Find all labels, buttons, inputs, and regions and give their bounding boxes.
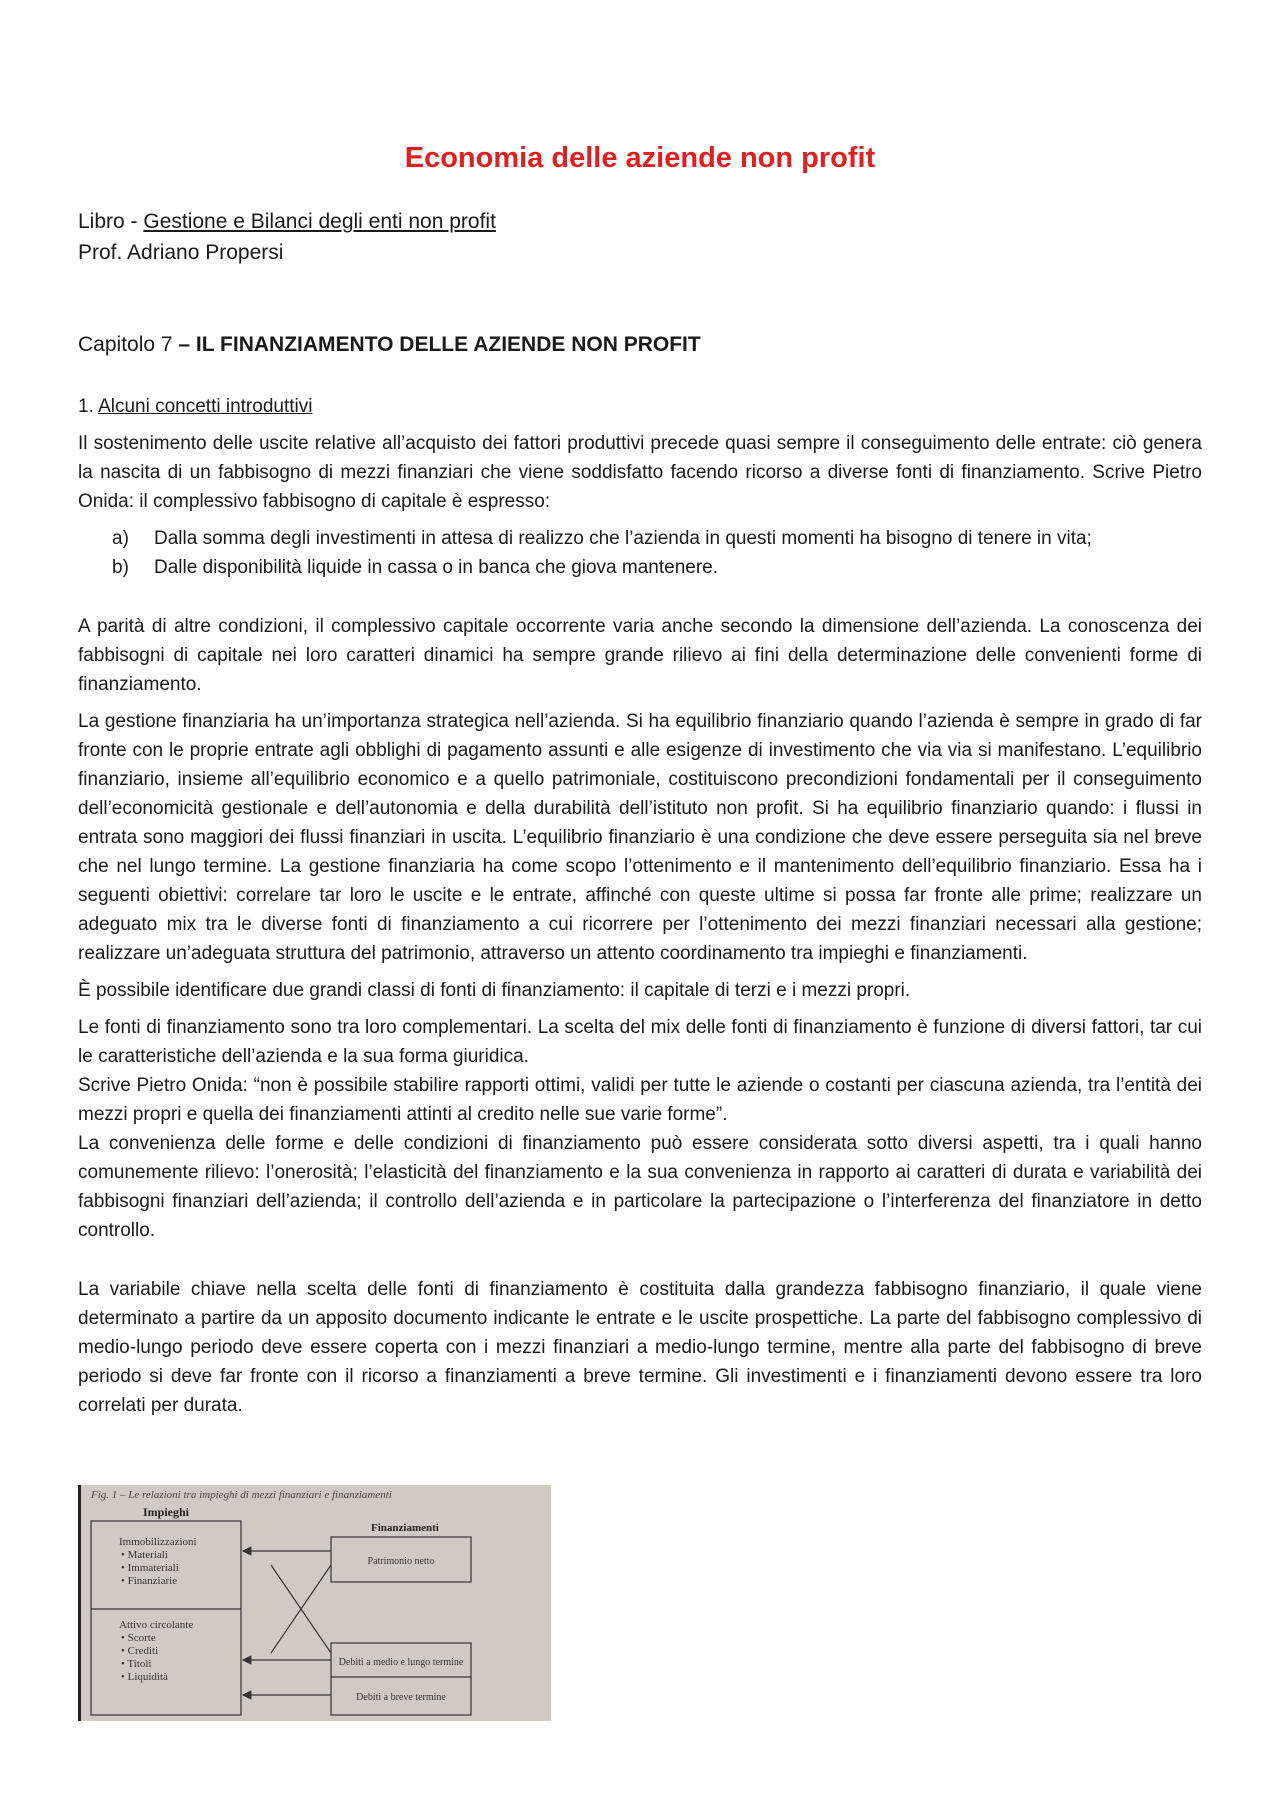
list-marker: a) bbox=[112, 528, 129, 549]
finanziamenti-header: Finanziamenti bbox=[371, 1522, 439, 1534]
immobilizzazioni-item: • Finanziarie bbox=[121, 1575, 178, 1587]
list-text: Dalle disponibilità liquide in cassa o in banca che giova mantenere. bbox=[154, 557, 719, 578]
attivo-item: • Liquidità bbox=[121, 1671, 168, 1683]
impieghi-header: Impieghi bbox=[143, 1505, 190, 1519]
paragraph-text: La convenienza delle forme e delle condizioni di finanziamento può essere considerata sotto diversi aspetti, tra i quali hanno comunemente rilievo: l’onerosità; l’elasticità del finanziamento e la sua convenienza in rapporto ai caratteri di durata e variabilità dei fabbisogni finanziari dell’azienda; il controllo dell’azienda e in particolare la partecipazione o l’interferenza del finanziatore in detto controllo. bbox=[78, 1133, 1202, 1241]
financing-diagram bbox=[78, 1485, 551, 1721]
paragraph-text: Scrive Pietro Onida: “non è possibile stabilire rapporti ottimi, validi per tutte le aziende o costanti per ciascuna azienda, tra l’entità dei mezzi propri e quella dei finanziamenti attinti al credito nelle sue varie forme”. bbox=[78, 1075, 1202, 1125]
debiti-box bbox=[331, 1643, 471, 1715]
book-title: Gestione e Bilanci degli enti non profit bbox=[143, 210, 496, 233]
spacer bbox=[78, 590, 1202, 612]
figure-caption: Fig. 1 – Le relazioni tra impieghi di mezzi finanziari e finanziamenti bbox=[91, 1489, 392, 1501]
attivo-title: Attivo circolante bbox=[119, 1619, 194, 1631]
immobilizzazioni-block bbox=[119, 1536, 199, 1587]
paragraph-intro: Il sostenimento delle uscite relative all’acquisto dei fattori produttivi precede quasi sempre il conseguimento delle entrate: ciò genera la nascita di un fabbisogno di mezzi finanziari che viene soddisfatto facendo ricorso a diverse fonti di finanziamento. Scrive Pietro Onida: il complessivo fabbisogno di capitale è espresso: bbox=[78, 433, 1202, 512]
paragraph-onida-quote bbox=[78, 1071, 1202, 1129]
list-marker: b) bbox=[112, 557, 129, 578]
document-title: Economia delle aziende non profit bbox=[404, 142, 876, 174]
debiti-breve-label: Debiti a breve termine bbox=[356, 1692, 446, 1703]
list-item bbox=[78, 524, 1202, 553]
attivo-item: • Scorte bbox=[121, 1632, 156, 1644]
capital-need-list bbox=[78, 524, 1202, 582]
debiti-medio-label: Debiti a medio e lungo termine bbox=[338, 1657, 464, 1668]
paragraph-funding-classes: È possibile identificare due grandi classi di fonti di finanziamento: il capitale di terzi e i mezzi propri. bbox=[78, 980, 911, 1001]
book-info bbox=[78, 206, 496, 268]
diagram-svg bbox=[81, 1485, 548, 1721]
section-number: 1. bbox=[78, 396, 99, 417]
immobilizzazioni-title: Immobilizzazioni bbox=[119, 1536, 197, 1548]
immobilizzazioni-item: • Immateriali bbox=[121, 1562, 179, 1574]
chapter-heading bbox=[78, 333, 701, 357]
paragraph-funding-mix bbox=[78, 1013, 1202, 1071]
book-prefix: Libro - bbox=[78, 210, 144, 233]
section-title: Alcuni concetti introduttivi bbox=[98, 396, 313, 417]
paragraph-financial-management: La gestione finanziaria ha un’importanza strategica nell’azienda. Si ha equilibrio finanziario quando l’azienda è sempre in grado di far fronte con le proprie entrate agli obblighi di pagamento assunti e alle esigenze di investimento che via via si manifestano. L’equilibrio finanziario, insieme all’equilibrio economico e a quello patrimoniale, costituiscono precondizioni fondamentali per il conseguimento dell’economicità gestionale e dell’autonomia e della durabilità dell’istituto non profit. Si ha equilibrio finanziario quando: i flussi in entrata sono maggiori dei flussi finanziari in uscita. L’equilibrio finanziario è una condizione che deve essere perseguita sia nel breve che nel lungo termine. La gestione finanziaria ha come scopo l’ottenimento e il mantenimento dell’equilibrio finanziario. Essa ha i seguenti obiettivi: correlare tar loro le uscite e le entrate, affinché con queste ultime si possa far fronte alle prime; realizzare un adeguato mix tra le diverse fonti di finanziamento a cui ricorrere per l’ottenimento dei mezzi finanziari necessari alla gestione; realizzare un’adeguata struttura del patrimonio, attraverso un attento coordinamento tra impieghi e finanziamenti. bbox=[78, 711, 1202, 964]
chapter-label: Capitolo 7 bbox=[78, 333, 179, 356]
section-heading bbox=[78, 392, 1202, 421]
attivo-item: • Titoli bbox=[121, 1658, 152, 1670]
paragraph-convenience bbox=[78, 1129, 1202, 1245]
immobilizzazioni-item: • Materiali bbox=[121, 1549, 168, 1561]
professor-name: Prof. Adriano Propersi bbox=[78, 241, 284, 264]
book-line bbox=[78, 206, 496, 237]
paragraph-key-variable: La variabile chiave nella scelta delle fonti di finanziamento è costituita dalla grandezza fabbisogno finanziario, il quale viene determinato a partire da un apposito documento indicante le entrate e le uscite prospettiche. La parte del fabbisogno complessivo di medio-lungo periodo deve essere coperta con i mezzi finanziari a medio-lungo termine, mentre alla parte del fabbisogno di breve periodo si deve far fronte con il ricorso a finanziamenti a breve termine. Gli investimenti e i finanziamenti devono essere tra loro correlati per durata. bbox=[78, 1279, 1202, 1416]
attivo-item: • Crediti bbox=[121, 1645, 159, 1657]
section-body bbox=[78, 392, 1202, 1428]
spacer bbox=[78, 1253, 1202, 1275]
paragraph-capital-size: A parità di altre condizioni, il complessivo capitale occorrente varia anche secondo la dimensione dell’azienda. La conoscenza dei fabbisogni di capitale nei loro caratteri dinamici ha sempre grande rilievo ai fini della determinazione delle convenienti forme di finanziamento. bbox=[78, 616, 1202, 695]
chapter-title: – IL FINANZIAMENTO DELLE AZIENDE NON PROFIT bbox=[178, 333, 701, 356]
paragraph-text: Le fonti di finanziamento sono tra loro complementari. La scelta del mix delle fonti di finanziamento è funzione di diversi fattori, tar cui le caratteristiche dell’azienda e la sua forma giuridica. bbox=[78, 1017, 1202, 1067]
list-text: Dalla somma degli investimenti in attesa di realizzo che l’azienda in questi momenti ha bisogno di tenere in vita; bbox=[154, 528, 1092, 549]
patrimonio-label: Patrimonio netto bbox=[367, 1556, 435, 1567]
attivo-block bbox=[119, 1619, 196, 1683]
list-item bbox=[78, 553, 1202, 582]
